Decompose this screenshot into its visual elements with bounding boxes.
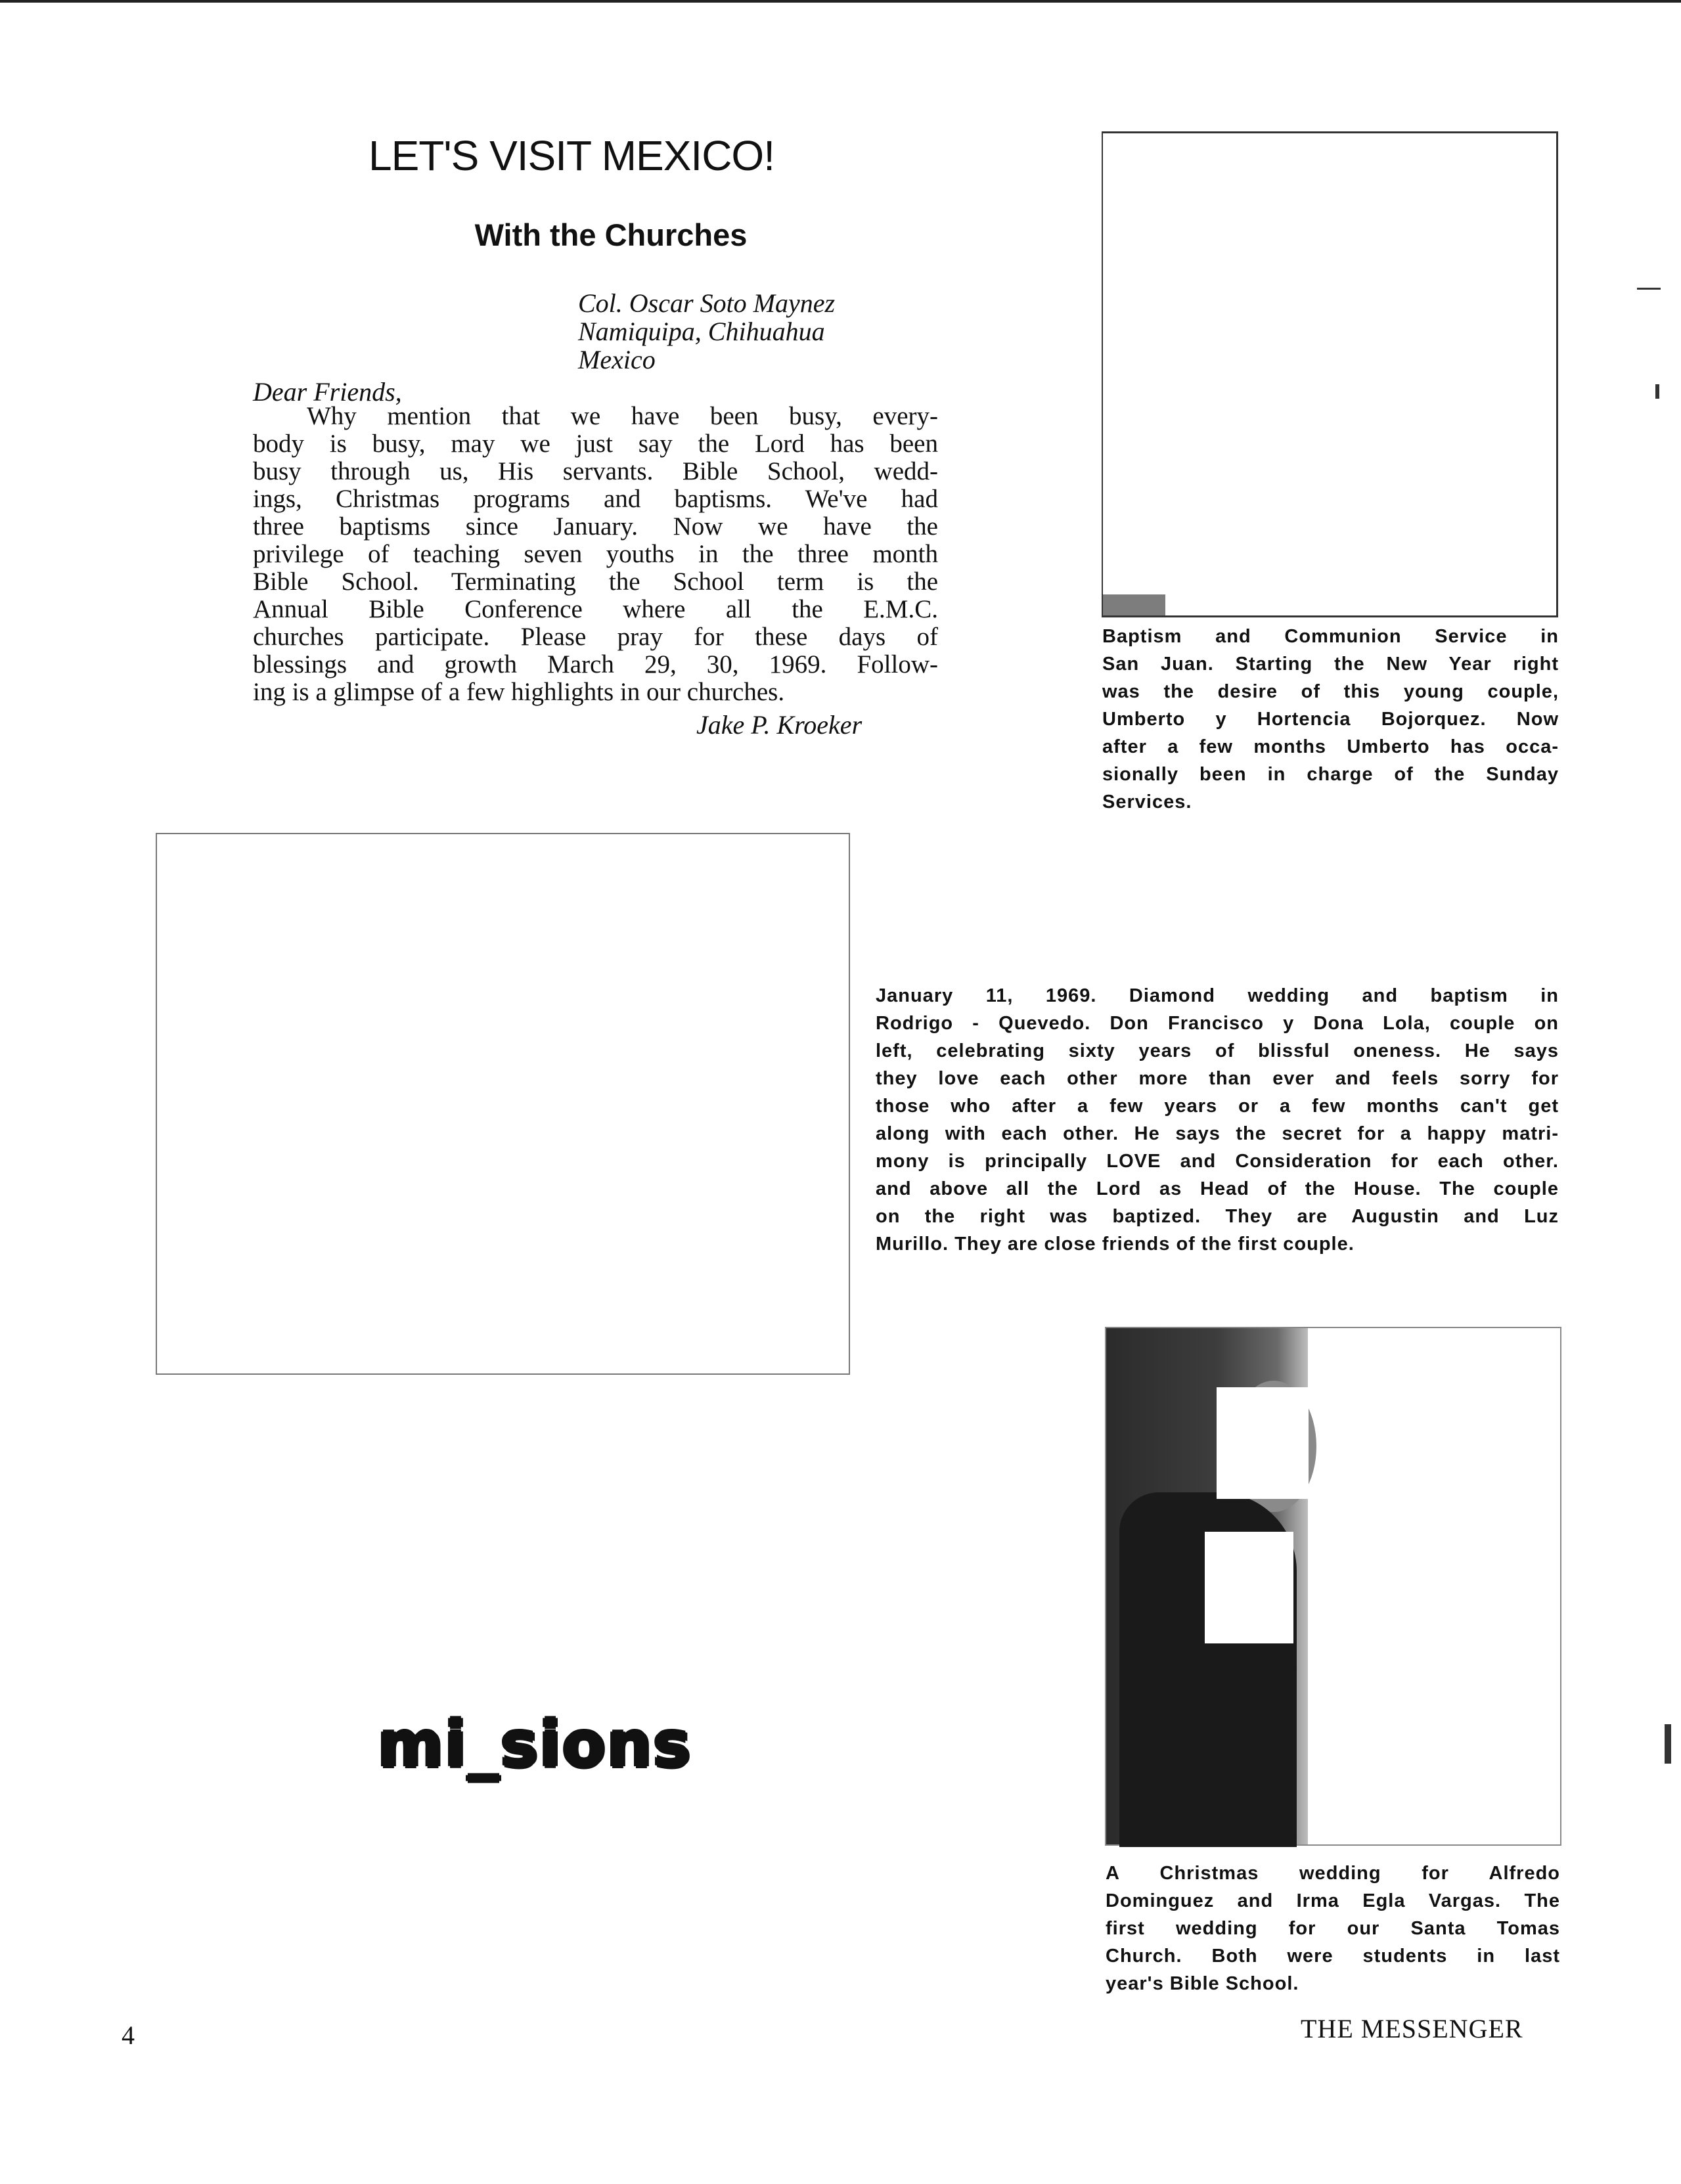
diamond-wedding-caption [876,982,1559,1258]
scan-mark [1665,1724,1671,1764]
letter-line: churches participate. Please pray for these days of [253,623,938,651]
publication-name: THE MESSENGER [1301,2014,1523,2043]
address-line: Col. Oscar Soto Maynez [578,288,836,318]
letter-line: Annual Bible Conference where all the E.M.C. [253,595,938,623]
letter-line: blessings and growth March 29, 30, 1969. Follow- [253,650,938,679]
photo-smudge [1103,594,1165,615]
letter-line: busy through us, His servants. Bible School, wedd- [253,457,938,485]
baptism-photo [1102,131,1558,617]
baptism-caption [1102,623,1559,816]
scan-mark [1655,384,1659,399]
caption-line: year's Bible School. [1106,1973,1299,1994]
caption-line: after a few months Umberto has occa- [1102,736,1559,757]
caption-line: San Juan. Starting the New Year right [1102,654,1559,675]
missions-logo: mi_sions [378,1708,692,1781]
letter-line: Why mention that we have been busy, every- [307,402,938,430]
caption-line: they love each other more than ever and feels sorry for [876,1068,1559,1089]
photo-redaction [1217,1387,1309,1499]
caption-line: Murillo. They are close friends of the first couple. [876,1234,1355,1255]
caption-line: Rodrigo - Quevedo. Don Francisco y Dona Lola, couple on [876,1013,1559,1034]
caption-line: January 11, 1969. Diamond wedding and baptism in [876,985,1559,1006]
caption-line: was the desire of this young couple, [1102,681,1559,702]
caption-line: Dominguez and Irma Egla Vargas. The [1106,1890,1560,1911]
caption-line: first wedding for our Santa Tomas [1106,1918,1560,1939]
caption-line: Services. [1102,791,1192,813]
christmas-wedding-photo [1105,1327,1561,1846]
photo-redaction [1205,1532,1293,1643]
caption-line: those who after a few years or a few months can't get [876,1096,1559,1117]
article-title: LET'S VISIT MEXICO! [369,132,774,179]
letter-line: body is busy, may we just say the Lord has been [253,430,938,458]
caption-line: and above all the Lord as Head of the House. The couple [876,1178,1559,1199]
caption-line: mony is principally LOVE and Consideration for each other. [876,1151,1559,1172]
page-number: 4 [122,2020,135,2050]
caption-line: Church. Both were students in last [1106,1946,1560,1967]
letter-line: privilege of teaching seven youths in the three month [253,540,938,568]
caption-line: Baptism and Communion Service in [1102,626,1559,647]
scan-mark [1637,288,1661,290]
caption-line: sionally been in charge of the Sunday [1102,764,1559,785]
caption-line: Umberto y Hortencia Bojorquez. Now [1102,709,1559,730]
address-line: Mexico [578,345,656,374]
caption-line: A Christmas wedding for Alfredo [1106,1863,1560,1884]
letter-line: ing is a glimpse of a few highlights in our churches. [253,678,785,706]
letter-salutation: Dear Friends, [253,377,402,407]
caption-line: on the right was baptized. They are Augustin and Luz [876,1206,1559,1227]
letter-body [253,403,938,706]
article-subtitle: With the Churches [474,217,748,252]
address-line: Namiquipa, Chihuahua [578,317,825,346]
diamond-wedding-photo [156,833,850,1375]
letter-signature: Jake P. Kroeker [696,710,863,740]
letter-line: ings, Christmas programs and baptisms. We've had [253,485,938,513]
sender-address [578,289,835,374]
caption-line: left, celebrating sixty years of blissful oneness. He says [876,1040,1559,1061]
christmas-wedding-caption [1106,1860,1560,1997]
letter-line: Bible School. Terminating the School term is the [253,568,938,596]
letter-line: three baptisms since January. Now we have the [253,512,938,541]
caption-line: along with each other. He says the secret for a happy matri- [876,1123,1559,1144]
top-edge-rule [0,0,1681,3]
